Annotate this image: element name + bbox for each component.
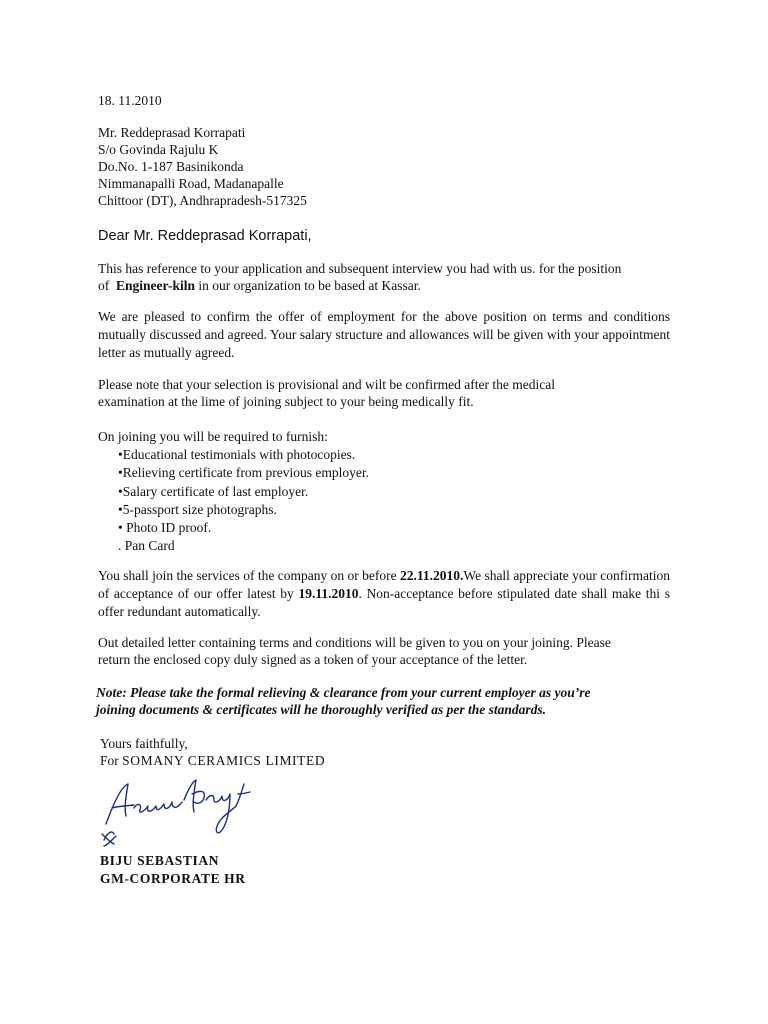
address-line: Nimmanapalli Road, Madanapalle	[98, 176, 284, 191]
note-line1: Note: Please take the formal relieving & clearance from your current employer as you’re	[96, 685, 591, 700]
furnish-intro: On joining you will be required to furnish:	[98, 429, 328, 444]
para1-line1: This has reference to your application and subsequent interview you had with us. for the position	[98, 261, 622, 276]
note-line2: joining documents & certificates will he thoroughly verified as per the standards.	[96, 702, 547, 717]
address-line: S/o Govinda Rajulu K	[98, 142, 219, 157]
para1-rest: in our organization to be based at Kassar.	[198, 278, 421, 293]
position-title: Engineer-kiln	[116, 278, 196, 293]
company-line	[100, 752, 325, 769]
furnish-list	[118, 446, 369, 556]
para5-line1: Out detailed letter containing terms and conditions will be given to you on your joining. Please	[98, 635, 611, 650]
list-item: •Relieving certificate from previous employer.	[118, 465, 370, 481]
closing: Yours faithfully,	[100, 736, 188, 751]
join-date: 22.11.2010.	[400, 568, 464, 583]
join-text-2: We shall appreciate your confirmation of acceptance of our offer latest by	[98, 568, 671, 601]
for-label: For	[100, 753, 119, 768]
list-item: •Educational testimonials with photocopies.	[118, 447, 356, 462]
list-item: . Pan Card	[118, 538, 175, 554]
join-text-1: You shall join the services of the company on or before	[98, 568, 397, 583]
para1-line2	[98, 277, 421, 294]
para1-of: of	[98, 278, 110, 293]
signature-image	[96, 772, 256, 848]
para3-line2: examination at the lime of joining subject to your being medically fit.	[98, 394, 474, 409]
para3-line1: Please note that your selection is provisional and wilt be confirmed after the medical	[98, 377, 555, 392]
salutation: Dear Mr. Reddeprasad Korrapati,	[98, 228, 312, 244]
signatory-title: GM-CORPORATE HR	[100, 871, 246, 886]
address-line: Do.No. 1-187 Basinikonda	[98, 159, 244, 174]
company-name: SOMANY CERAMICS LIMITED	[122, 753, 326, 768]
joining-paragraph	[98, 567, 670, 621]
accept-date: 19.11.2010	[298, 586, 359, 601]
para5-line2: return the enclosed copy duly signed as a token of your acceptance of the letter.	[98, 652, 528, 667]
address-line: Chittoor (DT), Andhrapradesh-517325	[98, 193, 307, 208]
address-line: Mr. Reddeprasad Korrapati	[98, 125, 246, 140]
join-text-3: . Non-acceptance before stipulated date shall make thi s offer redundant automatically.	[98, 586, 670, 619]
list-item: • Photo ID proof.	[118, 520, 212, 536]
letter-date: 18. 11.2010	[98, 93, 162, 108]
para2: We are pleased to confirm the offer of employment for the above position on terms and conditions mutually discussed and agreed. Your salary structure and allowances will be given with your appointment letter as mutually agreed.	[98, 309, 670, 360]
list-item: •Salary certificate of last employer.	[118, 483, 309, 499]
list-item: •5-passport size photographs.	[118, 501, 277, 517]
signatory-name: BIJU SEBASTIAN	[100, 853, 220, 868]
